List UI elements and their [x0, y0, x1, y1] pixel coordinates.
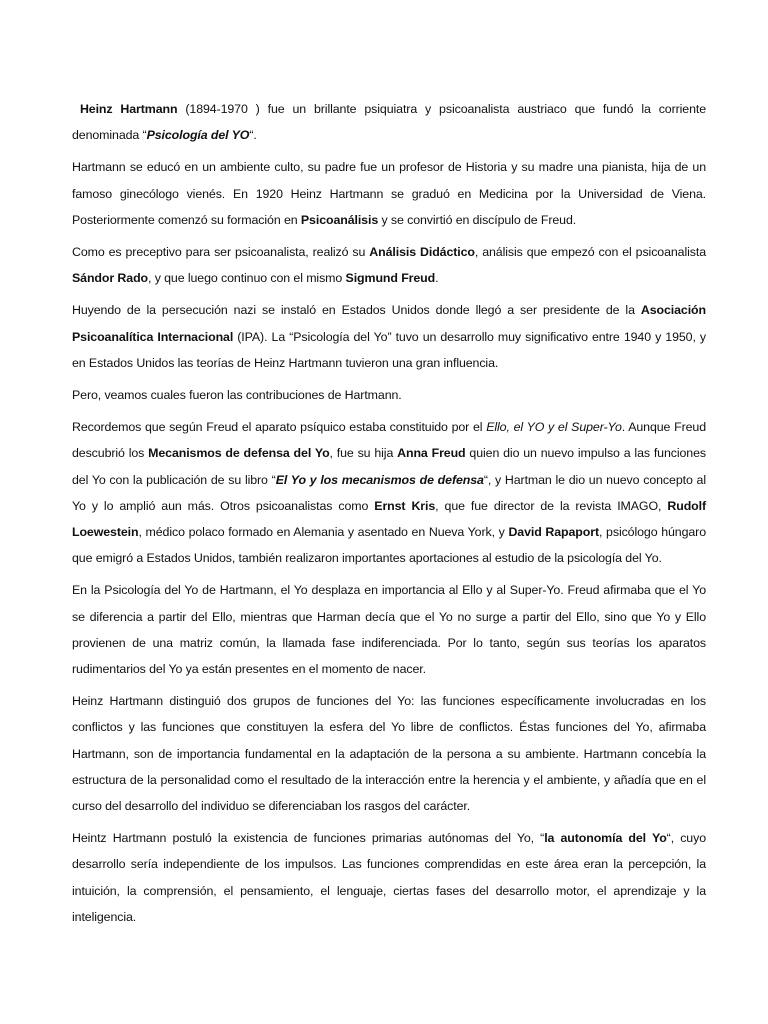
bold-name-heinz-hartmann: Heinz Hartmann [79, 102, 178, 116]
term-psicologia-del-yo: Psicología del YO [146, 128, 250, 143]
name-sandor-rado: Sándor Rado [72, 271, 149, 286]
term-psicoanalisis: Psicoanálisis [300, 212, 379, 227]
name-ernst-kris: Ernst Kris [374, 498, 436, 513]
paragraph-education: Hartmann se educó en un ambiente culto, su padre fue un profesor de Historia y su madre una pianista, hija de un famoso ginecólogo vienés. En 1920 Heinz Hartmann se graduó en Medicina por la Universidad de Viena. Posteriormente comenzó su formación en Psicoanálisis y se convirtió en discípulo de Freud. [72, 160, 706, 227]
name-anna-freud: Anna Freud [397, 446, 466, 461]
paragraph-ego-psychology: En la Psicología del Yo de Hartmann, el Yo desplaza en importancia al Ello y al Super-Yo. Freud afirmaba que el Yo se diferencia a partir del Ello, mientras que Harman decía que el Yo no surge a partir del Ello, sino que Yo y Ello provienen de una matriz común, la llamada fase indiferenciada. Por lo tanto, según sus teorías los aparatos rudimentarios del Yo ya están presentes en el momento de nacer. [72, 583, 706, 677]
book-title: El Yo y los mecanismos de defensa [275, 472, 484, 487]
paragraph-contributions-intro: Pero, veamos cuales fueron las contribuciones de Hartmann. [72, 388, 402, 403]
name-sigmund-freud: Sigmund Freud [345, 271, 436, 286]
term-mecanismos-defensa: Mecanismos de defensa del Yo [148, 446, 330, 461]
paragraph-didactic-analysis: Como es preceptivo para ser psicoanalista, realizó su Análisis Didáctico, análisis que empezó con el psicoanalista Sándor Rado, y que luego continuo con el mismo Sigmund Freud. [72, 245, 706, 286]
name-rudolf-loewestein: Rudolf Loewestein [72, 498, 706, 540]
paragraph-ego-functions: Heinz Hartmann distinguió dos grupos de funciones del Yo: las funciones específicamente involucradas en los conflictos y las funciones que constituyen la esfera del Yo libre de conflictos. Éstas funciones del Yo, afirmaba Hartmann, son de importancia fundamental en la adaptación de la persona a su ambiente. Hartmann concebía la estructura de la personalidad como el resultado de la interacción entre la herencia y el ambiente, y añadía que en el curso del desarrollo del individuo se diferenciaban los rasgos del carácter. [72, 694, 706, 814]
term-asociacion-psicoanalitica: Asociación Psicoanalítica Internacional [72, 303, 706, 344]
paragraph-intro: Heinz Hartmann (1894-1970 ) fue un brillante psiquiatra y psicoanalista austriaco que fundó la corriente denominada “Psicología del YO“. [72, 102, 707, 143]
name-david-rapaport: David Rapaport [508, 525, 599, 540]
paragraph-psychic-apparatus: Recordemos que según Freud el aparato psíquico estaba constituido por el Ello, el YO y el Super-Yo. Aunque Freud descubrió los Mecanismos de defensa del Yo, fue su hija Anna Freud quien dio un nuevo impulso a las funciones del Yo con la publicación de su libro “El Yo y los mecanismos de defensa“, y Hartman le dio un nuevo concepto al Yo y lo amplió aun más. Otros psicoanalistas como Ernst Kris, que fue director de la revista IMAGO, Rudolf Loewestein, médico polaco formado en Alemania y asentado en Nueva York, y David Rapaport, psicólogo húngaro que emigró a Estados Unidos, también realizaron importantes aportaciones al estudio de la psicología del Yo. [72, 420, 706, 566]
paragraph-emigration: Huyendo de la persecución nazi se instaló en Estados Unidos donde llegó a ser presidente de la Asociación Psicoanalítica Internacional (IPA). La “Psicología del Yo” tuvo un desarrollo muy significativo entre 1940 y 1950, y en Estados Unidos las teorías de Heinz Hartmann tuvieron una gran influencia. [72, 303, 706, 370]
term-ello-yo-superyo: Ello, el YO y el Super-Yo [486, 420, 622, 435]
paragraph-autonomy: Heintz Hartmann postuló la existencia de funciones primarias autónomas del Yo, “la autonomía del Yo“, cuyo desarrollo sería independiente de los impulsos. Las funciones comprendidas en este área eran la percepción, la intuición, la comprensión, el pensamiento, el lenguaje, ciertas fases del desarrollo motor, el aprendizaje y la inteligencia. [72, 831, 706, 924]
term-autonomia-del-yo: la autonomía del Yo [544, 831, 667, 846]
term-analisis-didactico: Análisis Didáctico [369, 245, 475, 260]
